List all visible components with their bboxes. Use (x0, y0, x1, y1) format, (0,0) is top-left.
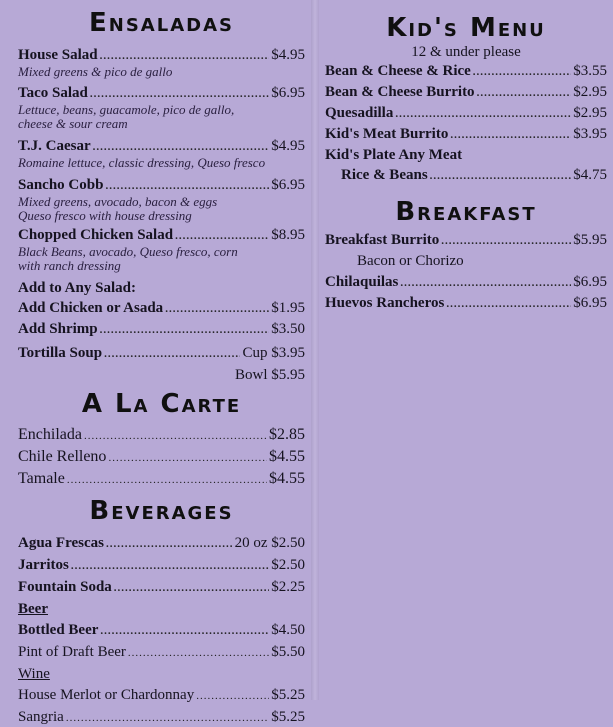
leader-dots (67, 470, 267, 490)
a-la-carte-heading: A La Carte (81, 389, 242, 419)
item-price: $2.50 (271, 557, 305, 573)
leader-dots (84, 426, 267, 446)
item-name: Enchilada (18, 426, 82, 443)
item-name: Agua Frescas (18, 535, 104, 551)
leader-dots (105, 177, 269, 195)
leader-dots (165, 300, 269, 318)
item-price: $6.95 (573, 295, 607, 311)
menu-item (18, 46, 305, 79)
leader-dots (441, 232, 571, 250)
menu-item (325, 294, 607, 313)
menu-item (18, 534, 305, 553)
menu-item (18, 643, 305, 662)
beer-label: Beer (18, 601, 48, 617)
leader-dots (128, 644, 269, 662)
item-name: Taco Salad (18, 85, 88, 101)
item-name: Huevos Rancheros (325, 295, 445, 311)
menu-item (325, 273, 607, 292)
menu-item (325, 83, 607, 102)
item-name: House Salad (18, 47, 98, 63)
left-column (18, 0, 305, 727)
wine-label: Wine (18, 666, 50, 682)
item-name: Add Chicken or Asada (18, 300, 164, 316)
menu-item (325, 104, 607, 123)
item-price: $1.95 (271, 300, 305, 316)
item-price: $6.95 (271, 177, 305, 193)
item-description: Mixed greens & pico de gallo (18, 64, 173, 79)
leader-dots (93, 138, 270, 156)
menu-item (18, 176, 305, 223)
item-name: Jarritos (18, 557, 69, 573)
item-price: $5.95 (573, 232, 607, 248)
menu-item (18, 299, 305, 318)
item-price: Cup $3.95 (242, 345, 305, 361)
leader-dots (395, 105, 571, 123)
add-to-salad-label: Add to Any Salad: (18, 280, 136, 296)
item-name: Bean & Cheese Burrito (325, 84, 475, 100)
menu-item (325, 166, 607, 185)
item-description: cheese & sour cream (18, 116, 128, 131)
item-name: Kid's Meat Burrito (325, 126, 449, 142)
menu-item (18, 320, 305, 339)
item-name: Pint of Draft Beer (18, 644, 126, 660)
leader-dots (100, 321, 270, 339)
leader-dots (477, 84, 572, 102)
item-price: $2.95 (573, 105, 607, 121)
item-price: $3.50 (271, 321, 305, 337)
leader-dots (114, 579, 269, 597)
leader-dots (450, 126, 571, 144)
menu-item (18, 84, 305, 131)
item-description: Lettuce, beans, guacamole, pico de gallo, (18, 102, 235, 117)
menu-item (18, 344, 305, 363)
item-name: Bottled Beer (18, 622, 99, 638)
item-description: Romaine lettuce, classic dressing, Queso fresco (18, 155, 266, 170)
kids-plate-title: Kid's Plate Any Meat (325, 147, 463, 163)
item-price: $5.25 (271, 709, 305, 725)
ensaladas-list (18, 46, 305, 384)
menu-item (325, 125, 607, 144)
menu-item (18, 425, 305, 446)
soup-bowl-price: Bowl $5.95 (234, 367, 305, 383)
item-price: $6.95 (573, 274, 607, 290)
ensaladas-heading: Ensaladas (89, 8, 234, 38)
breakfast-heading: Breakfast (395, 197, 537, 227)
item-name: Tortilla Soup (18, 345, 103, 361)
menu-item (18, 469, 305, 490)
leader-dots (430, 167, 572, 185)
item-name: Add Shrimp (18, 321, 98, 337)
item-price: $2.85 (269, 426, 305, 443)
item-price: $6.95 (271, 85, 305, 101)
leader-dots (473, 63, 571, 81)
item-name: House Merlot or Chardonnay (18, 687, 195, 703)
item-price: $4.55 (269, 470, 305, 487)
item-price: $4.95 (271, 47, 305, 63)
menu-item (18, 578, 305, 597)
menu-item (325, 62, 607, 81)
menu-item (325, 231, 607, 250)
beverages-list (18, 534, 305, 727)
item-price: $5.50 (271, 644, 305, 660)
menu-item (18, 621, 305, 640)
leader-dots (196, 687, 269, 705)
item-name: Sancho Cobb (18, 177, 104, 193)
beverages-heading: Beverages (89, 496, 234, 526)
leader-dots (446, 295, 571, 313)
item-price: 20 oz $2.50 (234, 535, 305, 551)
leader-dots (106, 535, 233, 553)
right-column (325, 0, 607, 313)
item-name: Rice & Beans (341, 167, 428, 183)
leader-dots (100, 622, 269, 640)
item-price: $2.25 (271, 579, 305, 595)
menu-item (18, 556, 305, 575)
item-price: $4.95 (271, 138, 305, 154)
item-price: $4.55 (269, 448, 305, 465)
item-price: $5.25 (271, 687, 305, 703)
item-price: $3.55 (573, 63, 607, 79)
menu-item (18, 686, 305, 705)
leader-dots (108, 448, 267, 468)
menu-item (18, 708, 305, 727)
item-price: $4.50 (271, 622, 305, 638)
item-name: Fountain Soda (18, 579, 112, 595)
item-name: Bean & Cheese & Rice (325, 63, 471, 79)
item-price: $4.75 (573, 167, 607, 183)
kids-menu-list (325, 62, 607, 185)
item-name: Chile Relleno (18, 448, 107, 465)
leader-dots (400, 274, 571, 292)
item-price: $8.95 (271, 227, 305, 243)
leader-dots (66, 709, 269, 727)
kids-menu-heading: Kid's Menu (386, 13, 546, 43)
item-description: Mixed greens, avocado, bacon & eggs (18, 194, 218, 209)
item-description: Black Beans, avocado, Queso fresco, corn (18, 244, 238, 259)
menu-item (18, 226, 305, 273)
item-name: Quesadilla (325, 105, 394, 121)
leader-dots (175, 227, 269, 245)
item-description: Queso fresco with house dressing (18, 208, 192, 223)
item-price: $3.95 (573, 126, 607, 142)
item-name: Chilaquilas (325, 274, 399, 290)
a-la-carte-list (18, 425, 305, 490)
breakfast-list (325, 231, 607, 313)
item-name: Chopped Chicken Salad (18, 227, 174, 243)
item-description: with ranch dressing (18, 258, 121, 273)
leader-dots (90, 85, 269, 103)
item-name: Sangria (18, 709, 64, 725)
menu-item (18, 137, 305, 170)
item-price: $2.95 (573, 84, 607, 100)
item-name: Breakfast Burrito (325, 232, 440, 248)
menu-item (18, 447, 305, 468)
burrito-options: Bacon or Chorizo (357, 253, 464, 269)
item-name: T.J. Caesar (18, 138, 91, 154)
leader-dots (71, 557, 269, 575)
kids-menu-subtitle: 12 & under please (411, 44, 521, 60)
leader-dots (100, 47, 270, 65)
leader-dots (104, 345, 240, 363)
page-fold (311, 0, 319, 700)
item-name: Tamale (18, 470, 65, 487)
